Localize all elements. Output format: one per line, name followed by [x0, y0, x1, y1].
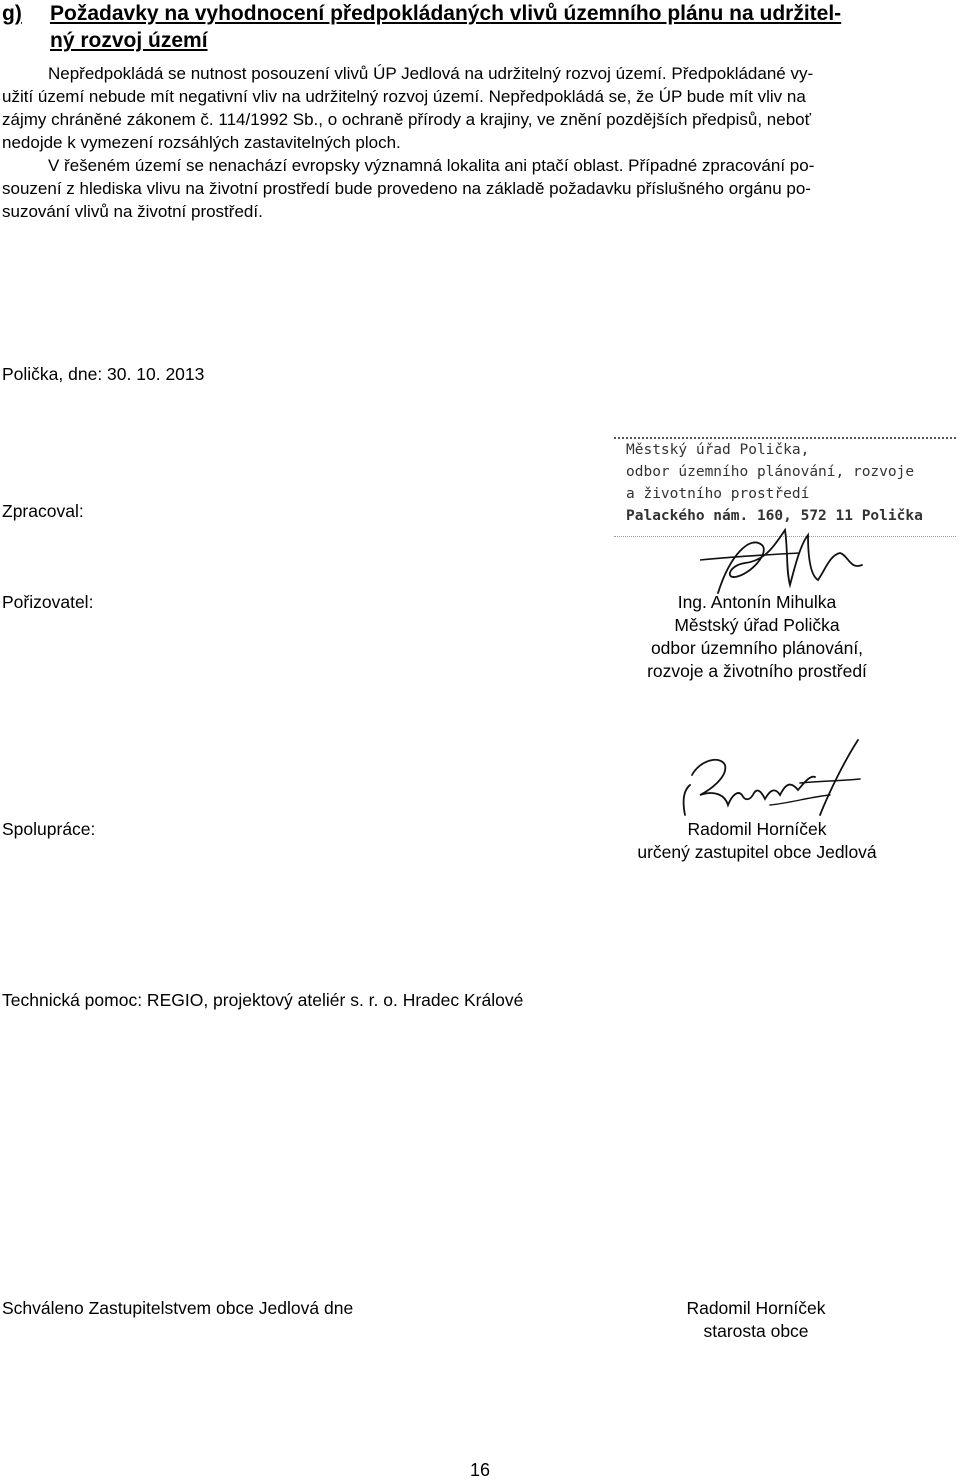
- spoluprace-role: určený zastupitel obce Jedlová: [637, 842, 877, 862]
- section-label: g): [2, 2, 22, 25]
- spoluprace-name: Radomil Horníček: [687, 819, 827, 839]
- schvaleno-block: [640, 1297, 872, 1343]
- zpracoval-label: Zpracoval:: [2, 501, 84, 521]
- porizovatel-office: Městský úřad Polička: [674, 615, 840, 635]
- paragraph-line: souzení z hlediska vlivu na životní prostředí bude provedeno na základě požadavku příslušného orgánu po-: [2, 179, 811, 198]
- paragraph: [2, 62, 950, 223]
- section-heading: [2, 0, 942, 54]
- date-line: Polička, dne: 30. 10. 2013: [2, 364, 205, 384]
- paragraph-line: V řešeném území se nenachází evropsky významná lokalita ani ptačí oblast. Případné zpracování po-: [48, 156, 815, 175]
- spoluprace-label: Spolupráce:: [2, 819, 96, 839]
- stamp-line: Městský úřad Polička,: [626, 442, 810, 458]
- porizovatel-dept1: odbor územního plánování,: [650, 638, 864, 658]
- section-title-line2: ný rozvoj území: [50, 29, 208, 52]
- stamp-line: odbor územního plánování, rozvoje: [626, 464, 915, 480]
- paragraph-line: Nepředpokládá se nutnost posouzení vlivů ÚP Jedlová na udržitelný rozvoj území. Předpokládané vy-: [48, 64, 814, 83]
- paragraph-line: suzování vlivů na životní prostředí.: [2, 202, 263, 221]
- section-title-line1: Požadavky na vyhodnocení předpokládaných vlivů územního plánu na udržitel-: [50, 2, 842, 25]
- schvaleno-text: Schváleno Zastupitelstvem obce Jedlová dne: [2, 1298, 354, 1318]
- schvaleno-role: starosta obce: [703, 1321, 809, 1341]
- porizovatel-name: Ing. Antonín Mihulka: [677, 592, 837, 612]
- spoluprace-block: [602, 818, 912, 864]
- porizovatel-dept2: rozvoje a životního prostředí: [647, 661, 867, 681]
- porizovatel-label: Pořizovatel:: [2, 592, 94, 612]
- technicka-pomoc: Technická pomoc: REGIO, projektový ateliér s. r. o. Hradec Králové: [2, 990, 524, 1010]
- paragraph-line: zájmy chráněné zákonem č. 114/1992 Sb., o ochraně přírody a krajiny, ve znění pozdějších předpisů, neboť: [2, 110, 811, 129]
- porizovatel-block: [612, 591, 902, 683]
- stamp-line: a životního prostředí: [626, 486, 810, 502]
- stamp-line: Palackého nám. 160, 572 11 Polička: [626, 508, 923, 524]
- paragraph-line: nedojde k vymezení rozsáhlých zastavitelných ploch.: [2, 133, 401, 152]
- schvaleno-name: Radomil Horníček: [686, 1298, 826, 1318]
- paragraph-line: užití území nebude mít negativní vliv na udržitelný rozvoj území. Nepředpokládá se, že ÚP bude mít vliv na: [2, 87, 806, 106]
- page-number: 16: [469, 1460, 491, 1480]
